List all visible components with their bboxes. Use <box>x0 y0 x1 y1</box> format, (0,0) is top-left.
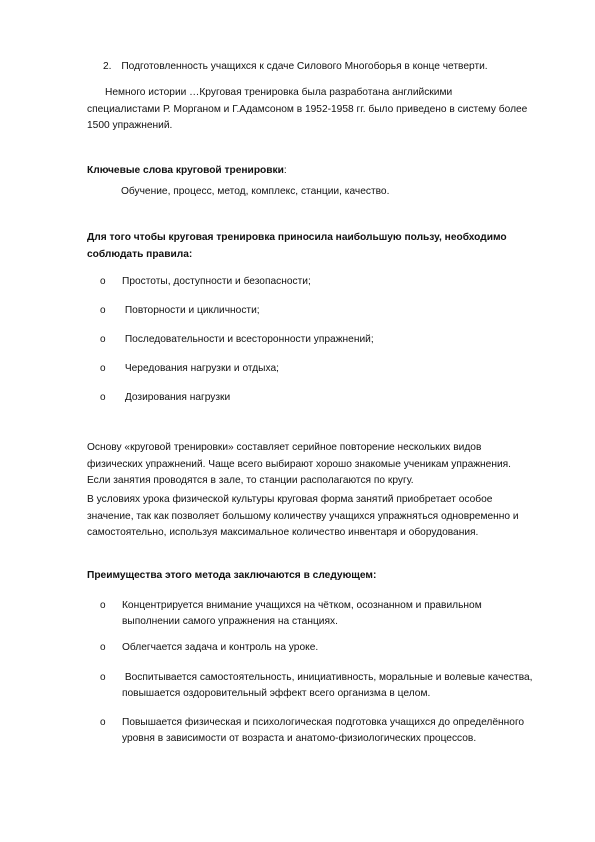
bullet-marker: o <box>100 392 106 403</box>
bullet-marker: o <box>100 642 106 653</box>
paragraph-circuit-basis <box>87 440 557 490</box>
bullet-marker: o <box>100 334 106 345</box>
rules-item-text: Повторности и цикличности; <box>122 305 260 316</box>
paragraph-line-3: Если занятия проводятся в зале, то станции располагаются по кругу. <box>87 475 414 486</box>
bullet-marker: o <box>100 717 106 728</box>
advantages-item-line-1: Воспитывается самостоятельность, инициативность, моральные и волевые качества, <box>122 672 533 683</box>
advantages-item-line-1: Концентрируется внимание учащихся на чётком, осознанном и правильном <box>122 600 482 611</box>
rules-item-4 <box>100 361 560 377</box>
rules-heading-line-1: Для того чтобы круговая тренировка приносила наибольшую пользу, необходимо <box>87 232 507 243</box>
advantages-item-line-2: уровня в зависимости от возраста и анатомо-физиологических процессов. <box>122 733 477 744</box>
paragraph-lesson-conditions <box>87 492 557 542</box>
paragraph-line-3: самостоятельно, используя максимальное количество инвентаря и оборудования. <box>87 527 479 538</box>
rules-item-3 <box>100 332 560 348</box>
paragraph-line-1: В условиях урока физической культуры круговая форма занятий приобретает особое <box>87 494 493 505</box>
item-text: Подготовленность учащихся к сдаче Силового Многоборья в конце четверти. <box>121 61 488 72</box>
history-line-3: 1500 упражнений. <box>87 120 173 131</box>
bullet-marker: o <box>100 600 106 611</box>
history-line-1: Немного истории …Круговая тренировка была разработана английскими <box>105 87 453 98</box>
rules-item-text: Последовательности и всесторонности упражнений; <box>122 334 374 345</box>
paragraph-line-2: физических упражнений. Чаще всего выбирают хорошо знакомые ученикам упражнения. <box>87 458 512 470</box>
bullet-marker: o <box>100 305 106 316</box>
paragraph-line-2: значение, так как позволяет большому количеству учащихся упражняться одновременно и <box>87 510 519 522</box>
keywords-heading-text: Ключевые слова круговой тренировки <box>87 165 284 176</box>
rules-item-5 <box>100 390 560 406</box>
rules-heading <box>87 230 557 263</box>
numbered-item-2 <box>103 59 573 76</box>
advantages-item-1 <box>100 598 560 630</box>
advantages-item-4 <box>100 715 560 747</box>
item-number: 2. <box>103 61 112 72</box>
rules-item-text: Чередования нагрузки и отдыха; <box>122 363 279 374</box>
advantages-item-line-2: выполнении самого упражнения на станциях. <box>122 616 338 627</box>
keywords-heading <box>87 163 557 180</box>
rules-item-text: Дозирования нагрузки <box>122 392 231 403</box>
advantages-item-line-2: повышается оздоровительный эффект всего организма в целом. <box>122 688 431 699</box>
keywords-colon: : <box>283 165 287 176</box>
advantages-item-3 <box>100 670 560 702</box>
bullet-marker: o <box>100 363 106 374</box>
keywords-text: Обучение, процесс, метод, комплекс, станции, качество. <box>121 186 390 197</box>
history-line-2: специалистами Р. Морганом и Г.Адамсоном в 1952-1958 гг. было приведено в систему более <box>87 103 528 115</box>
advantages-item-line-1: Повышается физическая и психологическая подготовка учащихся до определённого <box>122 717 525 728</box>
advantages-heading: Преимущества этого метода заключаются в следующем: <box>87 570 377 581</box>
rules-heading-line-2: соблюдать правила: <box>87 248 193 260</box>
advantages-item-line-1: Облегчается задача и контроль на уроке. <box>122 642 319 653</box>
paragraph-line-1: Основу «круговой тренировки» составляет серийное повторение нескольких видов <box>87 442 482 453</box>
history-paragraph <box>87 85 557 135</box>
bullet-marker: o <box>100 672 106 683</box>
bullet-marker: o <box>100 276 106 287</box>
rules-item-1 <box>100 274 560 290</box>
rules-item-2 <box>100 303 560 319</box>
rules-item-text: Простоты, доступности и безопасности; <box>122 276 311 287</box>
advantages-item-2 <box>100 640 560 656</box>
